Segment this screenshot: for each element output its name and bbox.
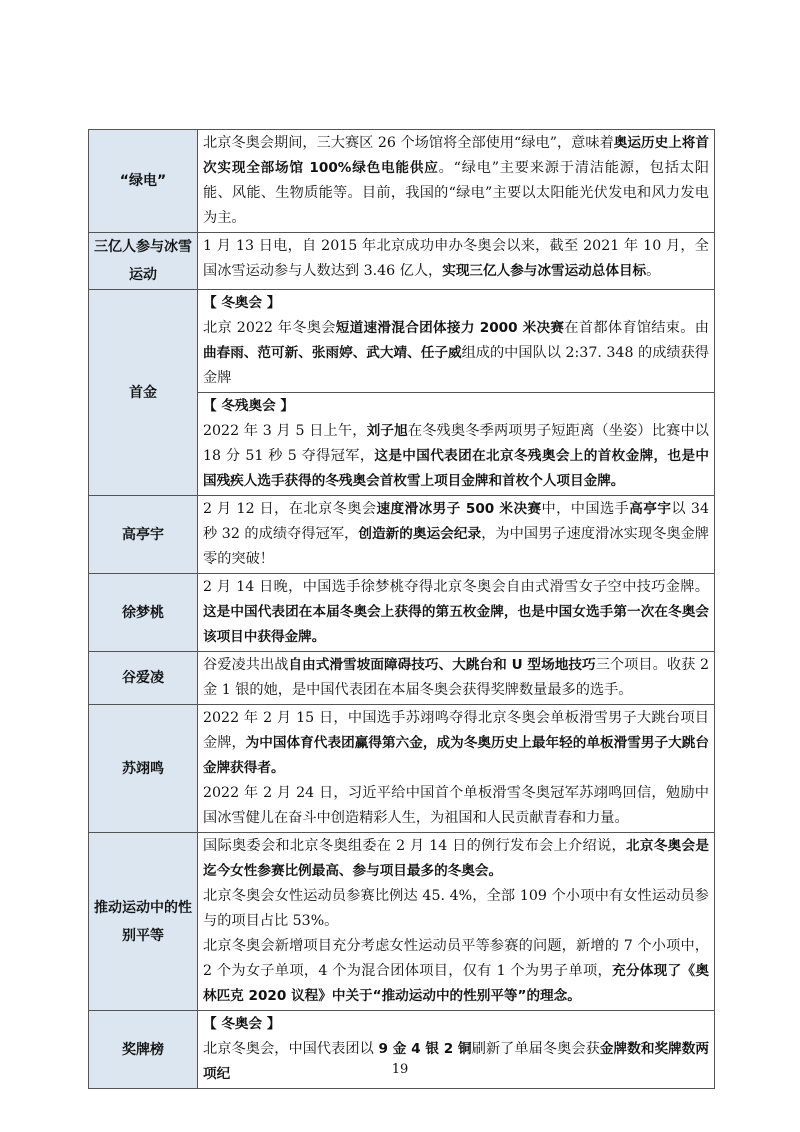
bold-text-segment: 【 冬奥会 】 [203,1016,281,1032]
bold-text-segment: 9 金 4 银 2 铜 [378,1041,472,1057]
cell-paragraph [203,706,709,781]
table-row [89,290,715,393]
row-content [198,130,715,233]
bold-text-segment: 短道速滑混合团体接力 2000 米决赛 [335,320,565,336]
cell-paragraph [203,834,709,884]
cell-paragraph [203,1012,709,1037]
text-segment: 在冬残奥冬季两项男子短距离（坐姿）比赛中以 18 分 51 秒 5 夺得冠军， [203,423,709,464]
cell-paragraph [203,419,709,494]
text-segment: 2 月 12 日，在北京冬奥会 [203,501,377,517]
cell-paragraph [203,234,709,284]
text-segment: 三个项目。收获 2 金 1 银的她，是中国代表团在本届冬奥会获得奖牌数量最多的选手。 [203,657,709,698]
row-content [198,574,715,652]
info-table [88,129,715,1089]
cell-paragraph [203,291,709,316]
row-header: 三亿人参与冰雪运动 [89,233,198,290]
row-content [198,833,715,1011]
text-segment: 北京冬奥会期间，三大赛区 26 个场馆将全部使用“绿电”，意味着 [203,135,614,151]
bold-text-segment: 创造新的奥运会纪录 [358,526,482,542]
text-segment: 在首都体育馆结束。由 [564,320,709,336]
text-segment: 。 [646,263,661,279]
text-segment: 国际奥委会和北京冬奥组委在 2 月 14 日的例行发布会上介绍说， [203,838,626,854]
text-segment: 组成的中国队以 2:37. 348 的成绩获得金牌 [203,345,709,386]
text-segment: 中，中国选手 [541,501,630,517]
bold-text-segment: 高亭宇 [629,501,672,517]
row-header: 推动运动中的性别平等 [89,833,198,1011]
info-table-body [89,130,715,1089]
bold-text-segment: 自由式滑雪坡面障碍技巧、大跳台和 U 型场地技巧 [288,657,596,673]
cell-paragraph [203,653,709,703]
row-content [198,233,715,290]
bold-text-segment: 北京冬奥会是迄今女性参赛比例最高、参与项目最多的冬奥会。 [203,838,710,879]
text-segment: 2022 年 2 月 15 日，中国选手苏翊鸣夺得北京冬奥会单板滑雪男子大跳台项目金牌， [203,710,709,751]
text-segment: 以 34 秒 32 的成绩夺得冠军， [203,501,709,542]
bold-text-segment: 这是中国代表团在北京冬残奥会上的首枚金牌，也是中国残疾人选手获得的冬残奥会首枚雪上项目金牌和首枚个人项目金牌。 [203,448,710,489]
text-segment: 2 月 14 日晚，中国选手徐梦桃夺得北京冬奥会自由式滑雪女子空中技巧金牌。 [203,579,709,595]
text-segment: 北京 2022 年冬奥会 [203,320,336,336]
bold-text-segment: 为中国体育代表团赢得第六金，成为冬奥历史上最年轻的单板滑雪男子大跳台金牌获得者。 [203,735,709,776]
page-number: 19 [391,1062,409,1077]
row-header: “绿电” [89,130,198,233]
table-row [89,833,715,1011]
table-row [89,233,715,290]
row-header: 奖牌榜 [89,1011,198,1089]
text-segment: 北京冬奥会女性运动员参赛比例达 45. 4%，全部 109 个小项中有女性运动员参与的项目占比 53%。 [203,888,709,929]
table-row [89,130,715,233]
text-segment: 。“绿电”主要来源于清洁能源，包括太阳能、风能、生物质能等。目前，我国的“绿电”主要以太阳能光伏发电和风力发电为主。 [203,160,709,226]
text-segment: 北京冬奥会新增项目充分考虑女性运动员平等参赛的问题，新增的 7 个小项中，2 个为女子单项，4 个为混合团体项目，仅有 1 个为男子单项， [203,938,709,979]
bold-text-segment: 金牌数和奖牌数两项纪 [203,1041,709,1082]
row-header: 徐梦桃 [89,574,198,652]
bold-text-segment: 【 冬奥会 】 [203,295,281,311]
row-content [198,705,715,833]
row-header: 苏翊鸣 [89,705,198,833]
text-segment: 2022 年 2 月 24 日，习近平给中国首个单板滑雪冬奥冠军苏翊鸣回信，勉励中国冰雪健儿在奋斗中创造精彩人生，为祖国和人民贡献青春和力量。 [203,785,709,826]
row-header: 高亭宇 [89,496,198,574]
bold-text-segment: 曲春雨、范可新、张雨婷、武大靖、任子威 [203,345,462,361]
bold-text-segment: 刘子旭 [366,423,408,439]
text-segment: 刷新了单届冬奥会获 [471,1041,600,1057]
row-content [198,496,715,574]
table-row [89,574,715,652]
row-content [198,393,715,496]
cell-paragraph [203,394,709,419]
row-header: 首金 [89,290,198,496]
row-content [198,652,715,705]
cell-paragraph [203,575,709,650]
bold-text-segment: 奥运历史上将首次实现全部场馆 100%绿色电能供应 [203,135,709,176]
table-row [89,496,715,574]
bold-text-segment: 速度滑冰男子 500 米决赛 [376,501,542,517]
cell-paragraph [203,934,709,1009]
text-segment: 谷爱凌共出战 [203,657,289,673]
cell-paragraph [203,884,709,934]
row-content [198,290,715,393]
bold-text-segment: 这是中国代表团在本届冬奥会上获得的第五枚金牌，也是中国女选手第一次在冬奥会该项目中获得金牌。 [203,604,709,645]
row-header: 谷爱凌 [89,652,198,705]
bold-text-segment: 充分体现了《奥林匹克 2020 议程》中关于“推动运动中的性别平等”的理念。 [203,963,710,1004]
cell-paragraph [203,316,709,391]
bold-text-segment: 实现三亿人参与冰雪运动总体目标 [442,263,647,279]
table-row [89,652,715,705]
cell-paragraph [203,131,709,231]
table-row [89,705,715,833]
text-segment: ，为中国男子速度滑冰实现冬奥金牌零的突破！ [203,526,709,567]
text-segment: 2022 年 3 月 5 日上午， [203,423,367,439]
text-segment: 北京冬奥会，中国代表团以 [203,1041,379,1057]
cell-paragraph [203,497,709,572]
text-segment: 1 月 13 日电，自 2015 年北京成功申办冬奥会以来，截至 2021 年 10 月，全国冰雪运动参与人数达到 3.46 亿人， [203,238,709,279]
bold-text-segment: 【 冬残奥会 】 [203,398,295,414]
cell-paragraph [203,781,709,831]
